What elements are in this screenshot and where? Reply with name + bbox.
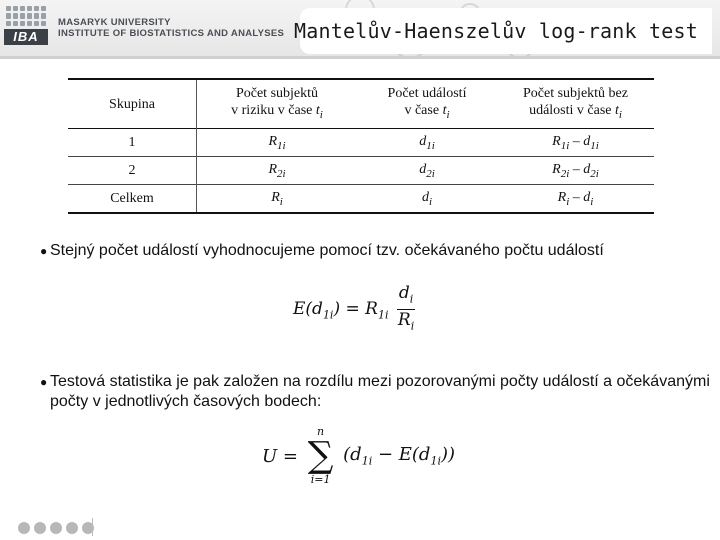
header-subjects-without-event (497, 79, 654, 129)
cell-sub: i (279, 195, 283, 208)
header-subjects-at-risk (197, 79, 358, 129)
cell-sub: i (566, 195, 570, 208)
table-row (68, 157, 654, 185)
cell-var: R (268, 133, 277, 149)
formula-part: ) = R (333, 298, 378, 319)
cell-sub: 2i (590, 167, 599, 180)
cell-var: d (419, 133, 427, 149)
footer-nav-icon[interactable] (34, 522, 46, 534)
cell-op: – (569, 133, 584, 149)
header-events (357, 79, 497, 129)
header-line: v čase (404, 102, 440, 118)
iba-logo: IBA (4, 29, 48, 45)
row-label: 1 (128, 134, 136, 150)
cell-op: – (569, 161, 584, 177)
header-var: t (315, 102, 320, 118)
header-line: v riziku v čase (231, 102, 313, 118)
cell-var: d (583, 133, 591, 149)
footer-nav-icon[interactable] (18, 522, 30, 534)
footer-nav (18, 522, 94, 534)
summation (308, 426, 334, 486)
page-title: Mantelův-Haenszelův log-rank test (294, 19, 698, 43)
cell-without-event (497, 185, 654, 214)
header-var: t (614, 102, 619, 118)
cell-var: R (552, 133, 561, 149)
row-label: Celkem (110, 190, 154, 206)
summation-lower: i=1 (310, 473, 331, 486)
header-sub: i (319, 108, 323, 121)
cell-var: R (271, 189, 280, 205)
expected-events-formula (293, 283, 415, 333)
formula-body (343, 444, 455, 468)
cell-var: d (583, 189, 591, 205)
cell-without-event (497, 129, 654, 157)
cell-sub: i (590, 195, 594, 208)
formula-sub: 1i (377, 308, 389, 322)
institute-name: INSTITUTE OF BIOSTATISTICS AND ANALYSES (58, 28, 285, 39)
formula-lhs: U = (262, 445, 298, 467)
bullet-expected-events (40, 241, 670, 261)
footer-nav-icon[interactable] (50, 522, 62, 534)
cell-events (357, 157, 497, 185)
university-name: MASARYK UNIVERSITY (58, 17, 171, 28)
table-row (68, 129, 654, 157)
cell-sub: 1i (590, 139, 599, 152)
institution-name (58, 17, 284, 39)
cell-sub: 1i (277, 139, 286, 152)
formula-part: d (398, 283, 410, 303)
header-line: Počet subjektů (235, 85, 319, 101)
risk-table (68, 78, 654, 214)
cell-var: R (557, 189, 567, 205)
cell-sub: 2i (560, 167, 570, 180)
test-statistic-formula (262, 426, 455, 496)
cell-events (357, 129, 497, 157)
summation-upper: n (317, 425, 325, 438)
formula-sub: i (409, 292, 414, 306)
cell-at-risk (197, 157, 358, 185)
header-band (0, 0, 720, 58)
header-var: t (442, 102, 447, 118)
formula-part: − E(d (372, 444, 431, 466)
cell-op: – (569, 189, 584, 205)
formula-part: (d (343, 444, 362, 466)
formula-fraction (397, 283, 415, 337)
table-header-row (68, 79, 654, 129)
cell-sub: 2i (426, 167, 435, 180)
cell-var: d (421, 189, 429, 205)
cell-at-risk (197, 185, 358, 214)
cell-events (357, 185, 497, 214)
cell-at-risk (197, 129, 358, 157)
header-line: události v čase (529, 102, 612, 118)
formula-part: )) (440, 444, 456, 466)
cell-var: R (268, 161, 277, 177)
fraction-numerator (397, 283, 415, 310)
cell-var: R (552, 161, 561, 177)
bullet-text: Testová statistika je pak založen na rozdílu mezi pozorovanými počty událostí a očekávanými počty v jednotlivých časových bodech: (50, 373, 710, 410)
university-logo-icon (6, 6, 46, 26)
formula-part: E(d (293, 298, 323, 319)
formula-part: R (397, 310, 411, 331)
header-divider (0, 56, 720, 59)
table-row (68, 185, 654, 214)
cell-sub: 1i (560, 139, 570, 152)
row-label: 2 (128, 162, 136, 178)
cell-var: d (583, 161, 591, 177)
summation-sign: ∑ (307, 435, 334, 476)
bullet-icon: ● (40, 375, 48, 389)
header-line: Počet subjektů bez (523, 85, 628, 101)
formula-sub: i (410, 319, 415, 333)
bullet-text: Stejný počet událostí vyhodnocujeme pomocí tzv. očekávaného počtu událostí (50, 242, 604, 259)
cell-sub: i (428, 195, 433, 208)
cell-without-event (497, 157, 654, 185)
cell-sub: 2i (277, 167, 286, 180)
formula-sub: 1i (430, 454, 441, 468)
bullet-icon: ● (40, 244, 48, 258)
header-sub: i (618, 108, 622, 121)
footer-nav-icon[interactable] (66, 522, 78, 534)
fraction-denominator (397, 310, 415, 336)
formula-lhs (293, 299, 388, 321)
cell-var: d (419, 161, 427, 177)
header-group: Skupina (109, 96, 155, 112)
cell-sub: 1i (426, 139, 435, 152)
header-line: Počet událostí (387, 85, 467, 101)
footer-divider (92, 518, 93, 536)
formula-sub: 1i (322, 308, 334, 322)
bullet-test-statistic (40, 372, 710, 412)
header-sub: i (446, 108, 450, 121)
formula-sub: 1i (361, 454, 373, 468)
